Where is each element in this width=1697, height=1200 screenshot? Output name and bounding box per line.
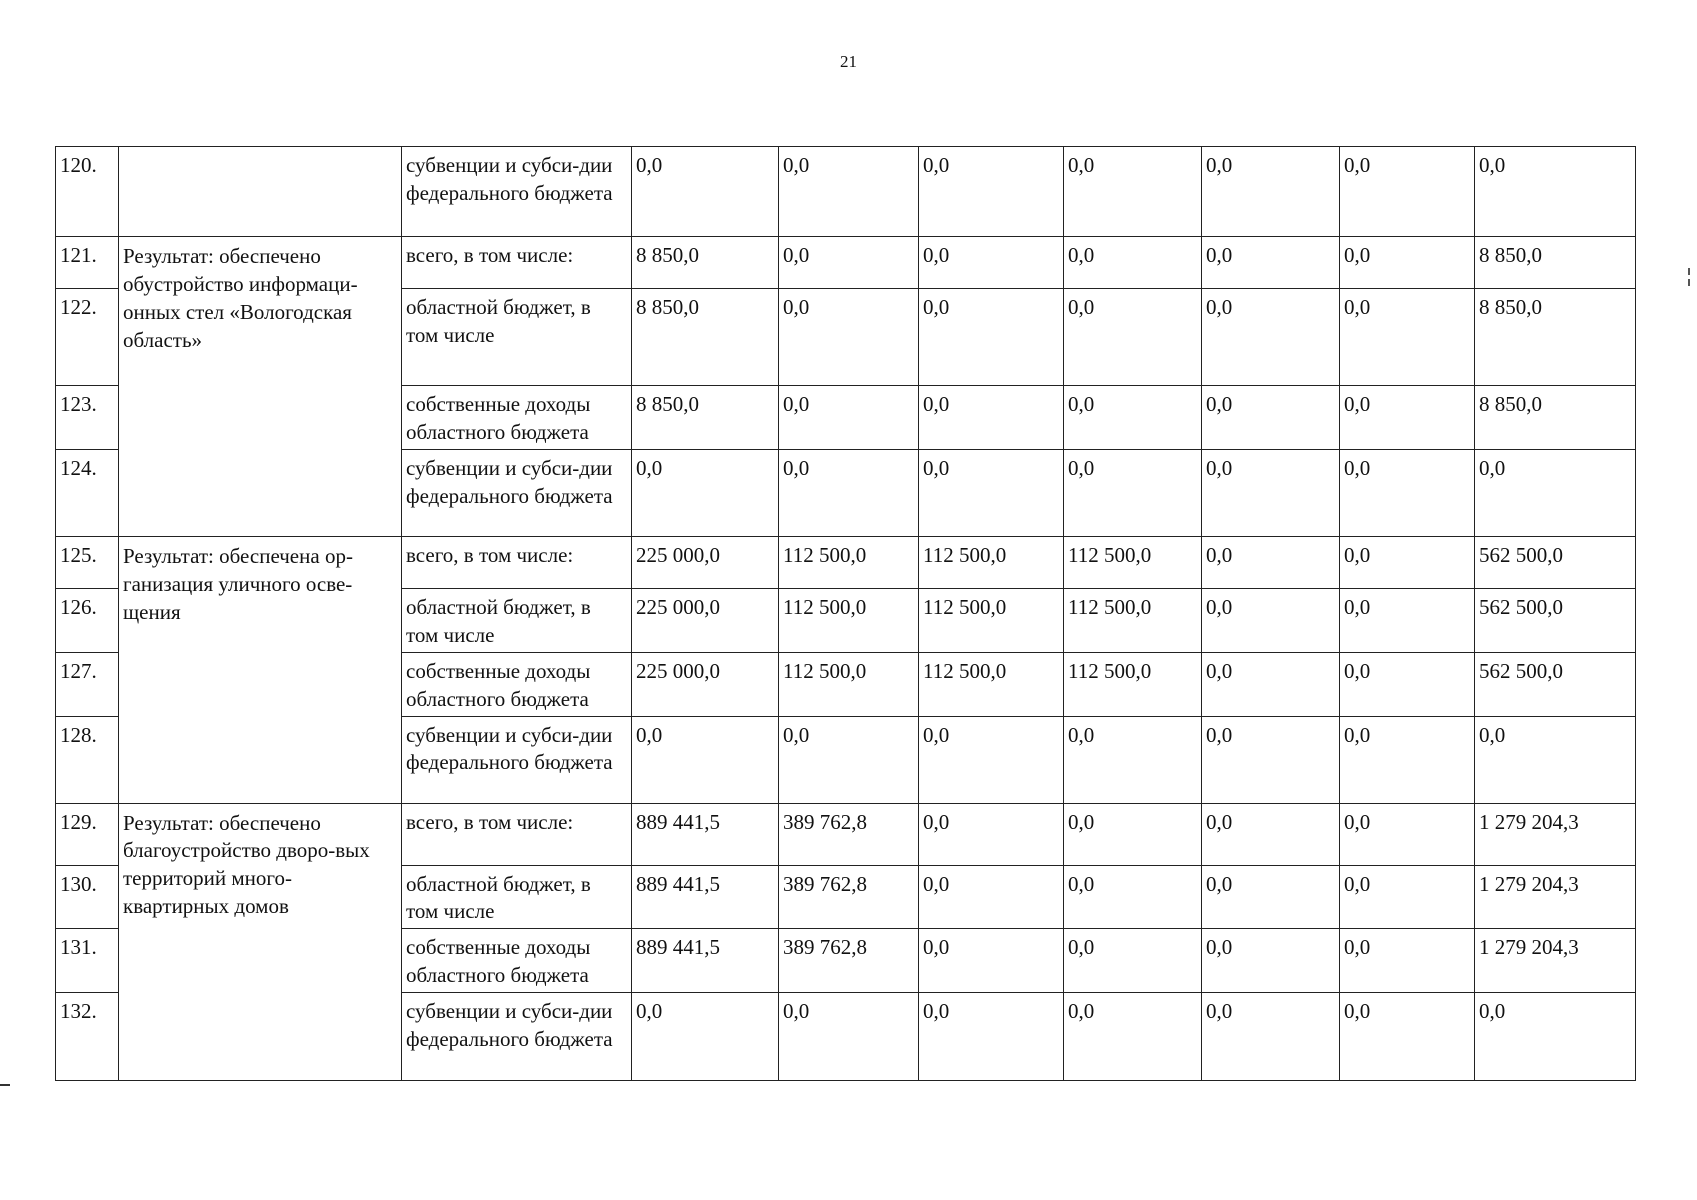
edge-tick [1688,279,1690,286]
amount-value: 0,0 [1340,147,1475,237]
amount-value: 0,0 [1064,289,1202,386]
funding-source: областной бюджет, в том числе [402,289,632,386]
total-value: 562 500,0 [1475,652,1636,716]
row-number: 124. [56,449,119,536]
funding-source: областной бюджет, в том числе [402,865,632,929]
amount-value: 0,0 [1340,449,1475,536]
amount-value: 0,0 [779,147,919,237]
amount-value: 112 500,0 [919,652,1064,716]
amount-value: 0,0 [1202,652,1340,716]
row-number: 120. [56,147,119,237]
row-number: 125. [56,536,119,588]
amount-value: 889 441,5 [632,929,779,993]
funding-source: всего, в том числе: [402,536,632,588]
amount-value: 112 500,0 [779,652,919,716]
amount-value: 0,0 [1064,449,1202,536]
amount-value: 0,0 [1202,237,1340,289]
amount-value: 0,0 [1202,865,1340,929]
amount-value: 389 762,8 [779,803,919,865]
amount-value: 0,0 [779,289,919,386]
funding-source: всего, в том числе: [402,237,632,289]
total-value: 1 279 204,3 [1475,865,1636,929]
total-value: 562 500,0 [1475,536,1636,588]
result-description: Результат: обеспечено обустройство информаци-онных стел «Вологодская область» [119,237,402,537]
amount-value: 0,0 [1340,803,1475,865]
amount-value: 112 500,0 [919,536,1064,588]
row-number: 131. [56,929,119,993]
amount-value: 0,0 [1202,993,1340,1081]
row-number: 129. [56,803,119,865]
amount-value: 0,0 [1202,588,1340,652]
table-body [56,147,1636,1081]
funding-source: собственные доходы областного бюджета [402,386,632,450]
amount-value: 0,0 [1064,716,1202,803]
row-number: 127. [56,652,119,716]
amount-value: 0,0 [1340,652,1475,716]
row-number: 132. [56,993,119,1081]
amount-value: 0,0 [1064,386,1202,450]
total-value: 8 850,0 [1475,237,1636,289]
amount-value: 0,0 [779,386,919,450]
amount-value: 0,0 [1340,588,1475,652]
amount-value: 0,0 [1340,716,1475,803]
amount-value: 0,0 [1340,993,1475,1081]
amount-value: 0,0 [919,147,1064,237]
amount-value: 0,0 [1064,147,1202,237]
result-description [119,147,402,237]
amount-value: 0,0 [919,449,1064,536]
amount-value: 0,0 [919,237,1064,289]
amount-value: 0,0 [919,289,1064,386]
amount-value: 0,0 [632,147,779,237]
total-value: 0,0 [1475,449,1636,536]
row-number: 128. [56,716,119,803]
funding-source: субвенции и субси-дии федерального бюджета [402,993,632,1081]
amount-value: 0,0 [1202,536,1340,588]
amount-value: 0,0 [919,993,1064,1081]
amount-value: 8 850,0 [632,289,779,386]
funding-source: субвенции и субси-дии федерального бюджета [402,449,632,536]
amount-value: 0,0 [919,865,1064,929]
amount-value: 112 500,0 [779,536,919,588]
funding-source: собственные доходы областного бюджета [402,929,632,993]
amount-value: 0,0 [779,449,919,536]
amount-value: 0,0 [779,237,919,289]
table-row [56,237,1636,289]
row-number: 122. [56,289,119,386]
page-number: 21 [840,52,857,71]
amount-value: 225 000,0 [632,536,779,588]
row-number: 121. [56,237,119,289]
total-value: 0,0 [1475,147,1636,237]
funding-source: собственные доходы областного бюджета [402,652,632,716]
table-row [56,536,1636,588]
amount-value: 0,0 [1202,803,1340,865]
amount-value: 0,0 [919,929,1064,993]
amount-value: 0,0 [779,716,919,803]
amount-value: 0,0 [1340,536,1475,588]
amount-value: 8 850,0 [632,237,779,289]
total-value: 1 279 204,3 [1475,803,1636,865]
amount-value: 0,0 [1064,865,1202,929]
amount-value: 112 500,0 [779,588,919,652]
amount-value: 112 500,0 [919,588,1064,652]
amount-value: 0,0 [919,386,1064,450]
amount-value: 0,0 [1202,716,1340,803]
result-description: Результат: обеспечена ор-ганизация уличного осве-щения [119,536,402,803]
amount-value: 0,0 [1064,237,1202,289]
amount-value: 0,0 [1202,289,1340,386]
binding-margin-mark [0,1084,10,1086]
funding-source: субвенции и субси-дии федерального бюджета [402,147,632,237]
result-description: Результат: обеспечено благоустройство дворо-вых территорий много-квартирных домов [119,803,402,1081]
amount-value: 0,0 [1340,865,1475,929]
amount-value: 0,0 [1202,449,1340,536]
amount-value: 0,0 [632,716,779,803]
amount-value: 112 500,0 [1064,536,1202,588]
amount-value: 0,0 [1064,803,1202,865]
row-number: 123. [56,386,119,450]
table-row [56,147,1636,237]
amount-value: 0,0 [1202,386,1340,450]
amount-value: 389 762,8 [779,929,919,993]
amount-value: 0,0 [1202,929,1340,993]
amount-value: 0,0 [632,449,779,536]
total-value: 8 850,0 [1475,386,1636,450]
edge-tick [1688,268,1690,275]
amount-value: 0,0 [1064,929,1202,993]
amount-value: 0,0 [779,993,919,1081]
total-value: 8 850,0 [1475,289,1636,386]
amount-value: 225 000,0 [632,652,779,716]
funding-source: областной бюджет, в том числе [402,588,632,652]
amount-value: 225 000,0 [632,588,779,652]
amount-value: 889 441,5 [632,803,779,865]
amount-value: 112 500,0 [1064,588,1202,652]
table-row [56,803,1636,865]
amount-value: 889 441,5 [632,865,779,929]
amount-value: 0,0 [1340,289,1475,386]
amount-value: 0,0 [919,716,1064,803]
amount-value: 0,0 [1340,929,1475,993]
amount-value: 0,0 [1202,147,1340,237]
funding-source: субвенции и субси-дии федерального бюджета [402,716,632,803]
total-value: 562 500,0 [1475,588,1636,652]
amount-value: 0,0 [632,993,779,1081]
amount-value: 0,0 [919,803,1064,865]
amount-value: 112 500,0 [1064,652,1202,716]
total-value: 1 279 204,3 [1475,929,1636,993]
budget-table [55,146,1636,1081]
total-value: 0,0 [1475,993,1636,1081]
total-value: 0,0 [1475,716,1636,803]
row-number: 126. [56,588,119,652]
row-number: 130. [56,865,119,929]
funding-source: всего, в том числе: [402,803,632,865]
amount-value: 389 762,8 [779,865,919,929]
amount-value: 0,0 [1064,993,1202,1081]
amount-value: 0,0 [1340,237,1475,289]
amount-value: 8 850,0 [632,386,779,450]
amount-value: 0,0 [1340,386,1475,450]
